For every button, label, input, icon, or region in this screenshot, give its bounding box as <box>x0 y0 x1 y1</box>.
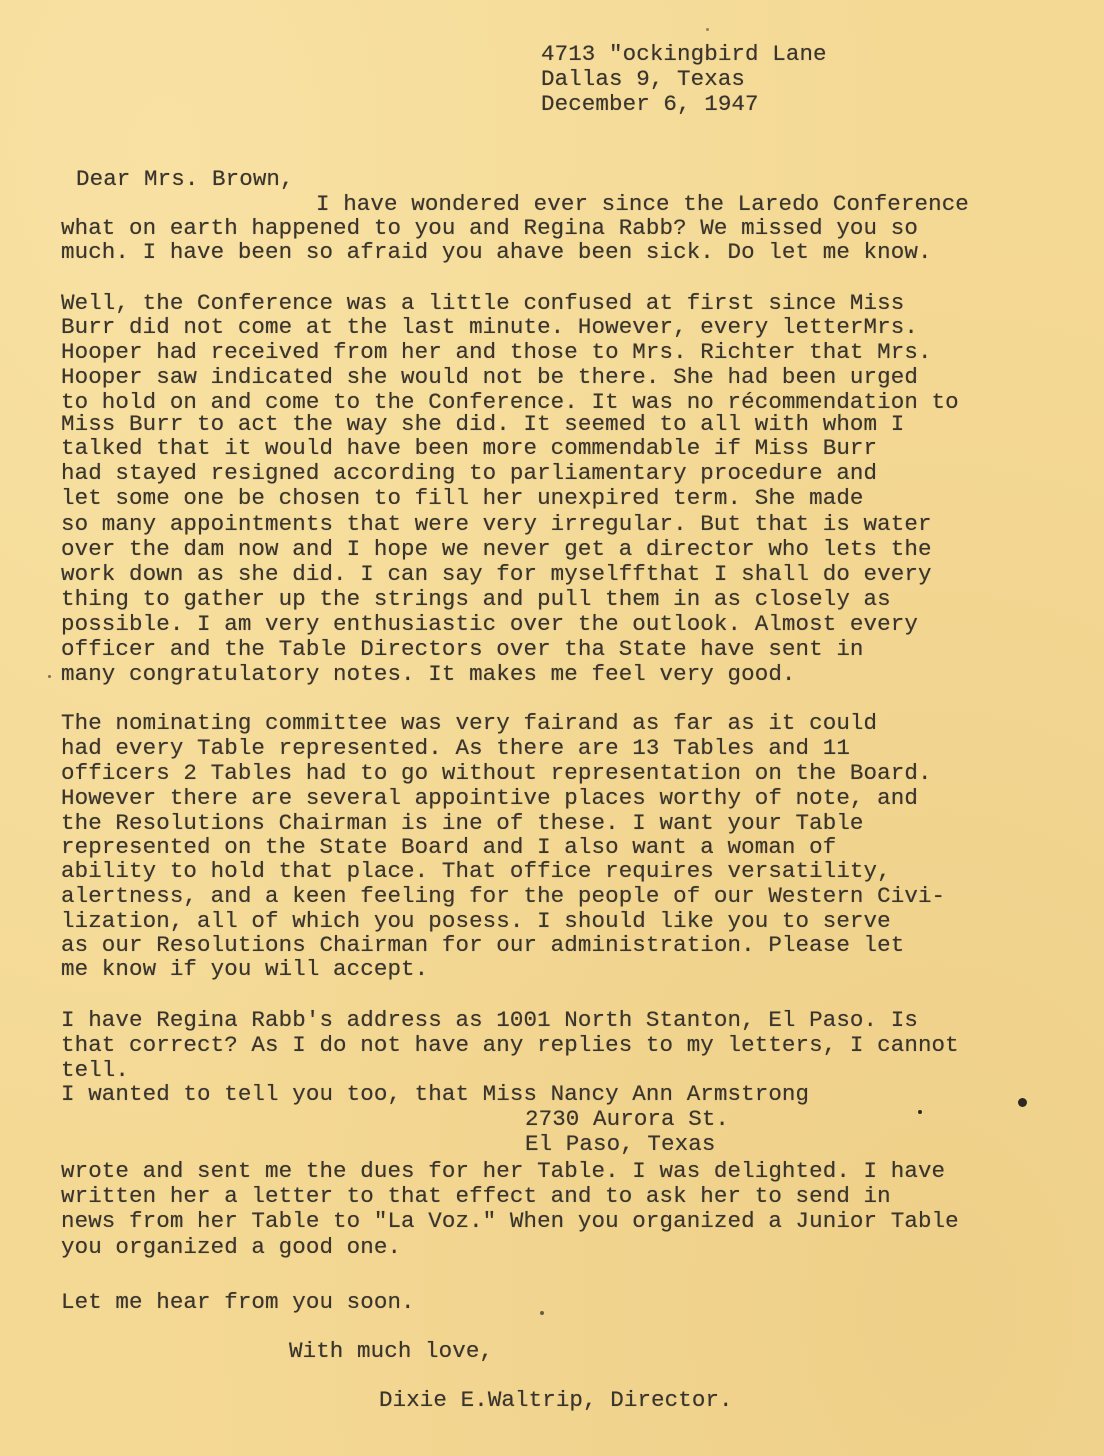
body-line: ability to hold that place. That office requires versatility, <box>61 858 891 884</box>
body-line: lization, all of which you posess. I should like you to serve <box>61 908 891 934</box>
body-line: I have wondered ever since the Laredo Conference <box>316 191 969 217</box>
body-line: much. I have been so afraid you ahave been sick. Do let me know. <box>61 239 932 265</box>
address-line: El Paso, Texas <box>525 1131 716 1157</box>
body-line: Let me hear from you soon. <box>61 1289 415 1315</box>
body-line: Miss Burr to act the way she did. It seemed to all with whom I <box>61 411 905 437</box>
ink-speck <box>706 28 709 31</box>
body-line: Hooper saw indicated she would not be there. She had been urged <box>61 364 918 390</box>
body-line: let some one be chosen to fill her unexpired term. She made <box>61 485 864 511</box>
body-line: officers 2 Tables had to go without representation on the Board. <box>61 760 932 786</box>
body-line: Burr did not come at the last minute. However, every letterMrs. <box>61 314 918 340</box>
body-line: I wanted to tell you too, that Miss Nancy Ann Armstrong <box>61 1081 810 1107</box>
body-line: you organized a good one. <box>61 1234 402 1260</box>
ink-speck <box>540 1311 544 1315</box>
address-line: 4713 "ockingbird Lane <box>541 41 827 67</box>
body-line: had every Table represented. As there are 13 Tables and 11 <box>61 735 850 761</box>
body-line: officer and the Table Directors over tha State have sent in <box>61 636 864 662</box>
salutation: Dear Mrs. Brown, <box>76 166 294 192</box>
body-line: the Resolutions Chairman is ine of these. I want your Table <box>61 810 864 836</box>
body-line: The nominating committee was very fairand as far as it could <box>61 710 878 736</box>
closing: With much love, <box>289 1338 494 1364</box>
body-line: to hold on and come to the Conference. It was no récommendation to <box>61 389 959 415</box>
body-line: wrote and sent me the dues for her Table. I was delighted. I have <box>61 1158 946 1184</box>
body-line: thing to gather up the strings and pull them in as closely as <box>61 586 891 612</box>
body-line: news from her Table to "La Voz." When you organized a Junior Table <box>61 1208 959 1234</box>
body-line: as our Resolutions Chairman for our administration. Please let <box>61 932 905 958</box>
body-line: I have Regina Rabb's address as 1001 North Stanton, El Paso. Is <box>61 1007 918 1033</box>
body-line: written her a letter to that effect and to ask her to send in <box>61 1183 891 1209</box>
body-line: me know if you will accept. <box>61 956 429 982</box>
ink-speck <box>1018 1098 1027 1107</box>
signature: Dixie E.Waltrip, Director. <box>379 1387 733 1413</box>
address-line: 2730 Aurora St. <box>525 1106 730 1132</box>
ink-speck <box>48 675 51 678</box>
address-line: Dallas 9, Texas <box>541 66 746 92</box>
body-line: what on earth happened to you and Regina Rabb? We missed you so <box>61 215 918 241</box>
date-line: December 6, 1947 <box>541 91 759 117</box>
body-line: However there are several appointive places worthy of note, and <box>61 785 918 811</box>
body-line: Hooper had received from her and those to Mrs. Richter that Mrs. <box>61 339 932 365</box>
body-line: represented on the State Board and I also want a woman of <box>61 834 837 860</box>
body-line: talked that it would have been more commendable if Miss Burr <box>61 435 878 461</box>
ink-speck <box>918 1110 922 1114</box>
body-line: many congratulatory notes. It makes me feel very good. <box>61 661 796 687</box>
body-line: had stayed resigned according to parliamentary procedure and <box>61 460 878 486</box>
body-line: Well, the Conference was a little confused at first since Miss <box>61 290 905 316</box>
body-line: so many appointments that were very irregular. But that is water <box>61 511 932 537</box>
body-line: tell. <box>61 1057 130 1083</box>
body-line: over the dam now and I hope we never get a director who lets the <box>61 536 932 562</box>
body-line: that correct? As I do not have any replies to my letters, I cannot <box>61 1032 959 1058</box>
body-line: work down as she did. I can say for myselffthat I shall do every <box>61 561 932 587</box>
body-line: alertness, and a keen feeling for the people of our Western Civi- <box>61 883 946 909</box>
body-line: possible. I am very enthusiastic over the outlook. Almost every <box>61 611 918 637</box>
